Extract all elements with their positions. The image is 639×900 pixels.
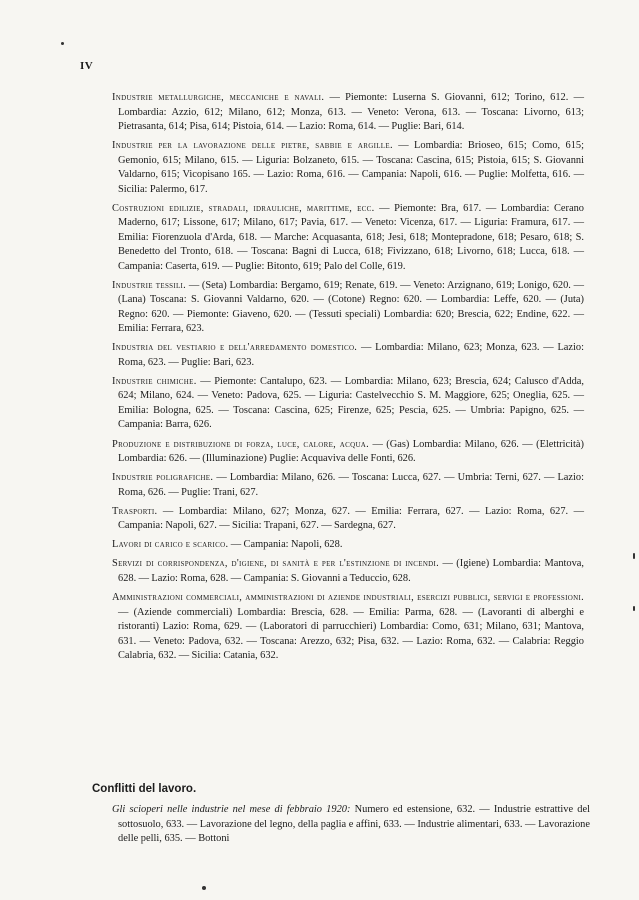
entry-text: — Piemonte: Luserna S. Giovanni, 612; Torino, 612. — Lombardia: Azzio, 612; Milano, 612; Monza, 613. — Veneto: Verona, 613. — Toscana: Livorno, 613; Pietrasanta, 614; Pisa, 614; Pistoia, 614. — Lazio: Roma, 614. — Puglie: Bari, 614.	[118, 92, 584, 132]
entry-text: — Piemonte: Bra, 617. — Lombardia: Cerano Maderno, 617; Lissone, 617; Milano, 617; Pavia, 617. — Veneto: Vicenza, 617. — Liguria: Framura, 617. — Emilia: Fiorenzuola d'Arda, 618. — Marche: Acquasanta, 618; Jesi, 618; Montepradone, 618; Pesaro, 618; S. Benedetto del Tronto, 618. — Toscana: Bagni di Lucca, 618; Fivizzano, 618; Livorno, 618; Lucca, 618. — Campania: Caserta, 619. — Puglie: Bitonto, 619; Palo del Colle, 619.	[118, 202, 584, 272]
index-entry	[112, 139, 584, 197]
entry-label: Industrie per la lavorazione delle pietre, sabbie e argille.	[112, 140, 393, 152]
entry-text: — (Aziende commerciali) Lombardia: Brescia, 628. — Emilia: Parma, 628. — (Lavoranti di alberghi e ristoranti) Lazio: Roma, 629. — (Laboratori di parrucchieri) Lombardia: Como, 631; Milano, 631; Mantova, 631. — Veneto: Padova, 632. — Toscana: Arezzo, 632; Pisa, 632. — Lazio: Roma, 632. — Calabria: Reggio Calabria, 632. — Sicilia: Catania, 632.	[118, 606, 584, 662]
index-entry	[112, 341, 584, 370]
index-entry	[112, 591, 584, 664]
entry-text: — (Seta) Lombardia: Bergamo, 619; Renate, 619. — Veneto: Arzignano, 619; Lonigo, 620. — (Lana) Toscana: S. Giovanni Valdarno, 620. — (Cotone) Regno: 620. — Lombardia: Leffe, 620. — (Juta) Regno: 620. — Piemonte: Giaveno, 620. — (Tessuti speciali) Lombardia: 620; Brescia, 622; Endine, 622. — Emilia: Ferrara, 623.	[118, 279, 584, 335]
entry-text: — (Igiene) Lombardia: Mantova, 628. — Lazio: Roma, 628. — Campania: S. Giovanni a Teduccio, 628.	[118, 558, 585, 584]
index-entry	[112, 202, 584, 275]
entry-label: Industria del vestiario e dell'arredamento domestico.	[112, 342, 358, 354]
entry-text: — Piemonte: Cantalupo, 623. — Lombardia: Milano, 623; Brescia, 624; Caluscо d'Adda, 624; Milano, 624. — Veneto: Padova, 625. — Liguria: Castelvecchio S. M. Maggiore, 625; Oneglia, 625. — Emilia: Bologna, 625. — Toscana: Cascina, 625; Firenze, 625; Pescia, 625. — Umbria: Papigno, 625. — Campania: Barra, 626.	[118, 375, 584, 431]
index-entry	[112, 91, 584, 135]
section-title: Gli scioperi nelle industrie nel mese di febbraio 1920:	[112, 804, 351, 815]
index-entry	[112, 538, 584, 553]
section-heading: Conflitti del lavoro.	[92, 783, 197, 795]
index-entry	[112, 471, 584, 500]
entry-text: — (Gas) Lombardia: Milano, 626. — (Elettricità) Lombardia: 626. — (Illuminazione) Puglie: Acquaviva delle Fonti, 626.	[118, 438, 584, 465]
entry-text: — Lombardia: Brioseo, 615; Como, 615; Gemonio, 615; Milano, 615. — Liguria: Bolzaneto, 615. — Toscana: Cascina, 615; Pistoia, 615; S. Giovanni Valdarno, 615; Vicopisano 165. — Lazio: Roma, 616. — Campania: Napoli, 616. — Puglie: Molfetta, 616. — Sicilia: Palermo, 617.	[118, 140, 584, 195]
index-entry	[112, 279, 584, 337]
entry-label: Industrie poligrafiche.	[112, 472, 214, 484]
entry-label: Produzione e distribuzione di forza, luce, calore, acqua.	[112, 438, 370, 450]
entry-text: — Campania: Napoli, 628.	[230, 539, 343, 551]
page-number: IV	[80, 60, 94, 72]
section-body	[112, 803, 590, 847]
section-text: Numero ed estensione, 632. — Industrie estrattive del sottosuolo, 633. — Lavorazione del legno, della paglia e affini, 633. — Industrie alimentari, 633. — Lavorazione delle pelli, 635. — Bottoni	[118, 804, 590, 844]
index-entry	[112, 375, 584, 433]
entry-label: Industrie tessili.	[112, 279, 187, 291]
entry-label: Amministrazioni commerciali, amministrazioni di aziende industriali, esercizi pubblici, servigi e professioni.	[112, 592, 584, 604]
entry-label: Industrie chimiche.	[112, 375, 197, 387]
entry-label: Trasporti.	[112, 505, 158, 517]
index-list	[112, 91, 584, 668]
entry-label: Lavori di carico e scarico.	[112, 539, 229, 551]
entry-label: Servizi di corrispondenza, d'igiene, di sanità e per l'estinzione di incendi.	[112, 558, 440, 570]
entry-label: Industrie metallurgiche, meccaniche e navali.	[112, 92, 325, 103]
index-entry	[112, 438, 584, 467]
entry-label: Costruzioni edilizie, stradali, idrauliche, marittime, ecc.	[112, 202, 375, 214]
entry-text: — Lombardia: Milano, 627; Monza, 627. — Emilia: Ferrara, 627. — Lazio: Roma, 627. — Campania: Napoli, 627. — Sicilia: Trapani, 627. — Sardegna, 627.	[118, 505, 585, 532]
entry-text: — Lombardia: Milano, 626. — Toscana: Lucca, 627. — Umbria: Terni, 627. — Lazio: Roma, 626. — Puglie: Trani, 627.	[118, 472, 584, 498]
ink-speck	[202, 886, 206, 890]
index-entry	[112, 505, 584, 534]
ink-speck	[633, 606, 635, 611]
entry-text: — Lombardia: Milano, 623; Monza, 623. — Lazio: Roma, 623. — Puglie: Bari, 623.	[118, 342, 584, 368]
ink-speck	[61, 42, 64, 45]
ink-speck	[633, 553, 635, 559]
index-entry	[112, 557, 584, 586]
